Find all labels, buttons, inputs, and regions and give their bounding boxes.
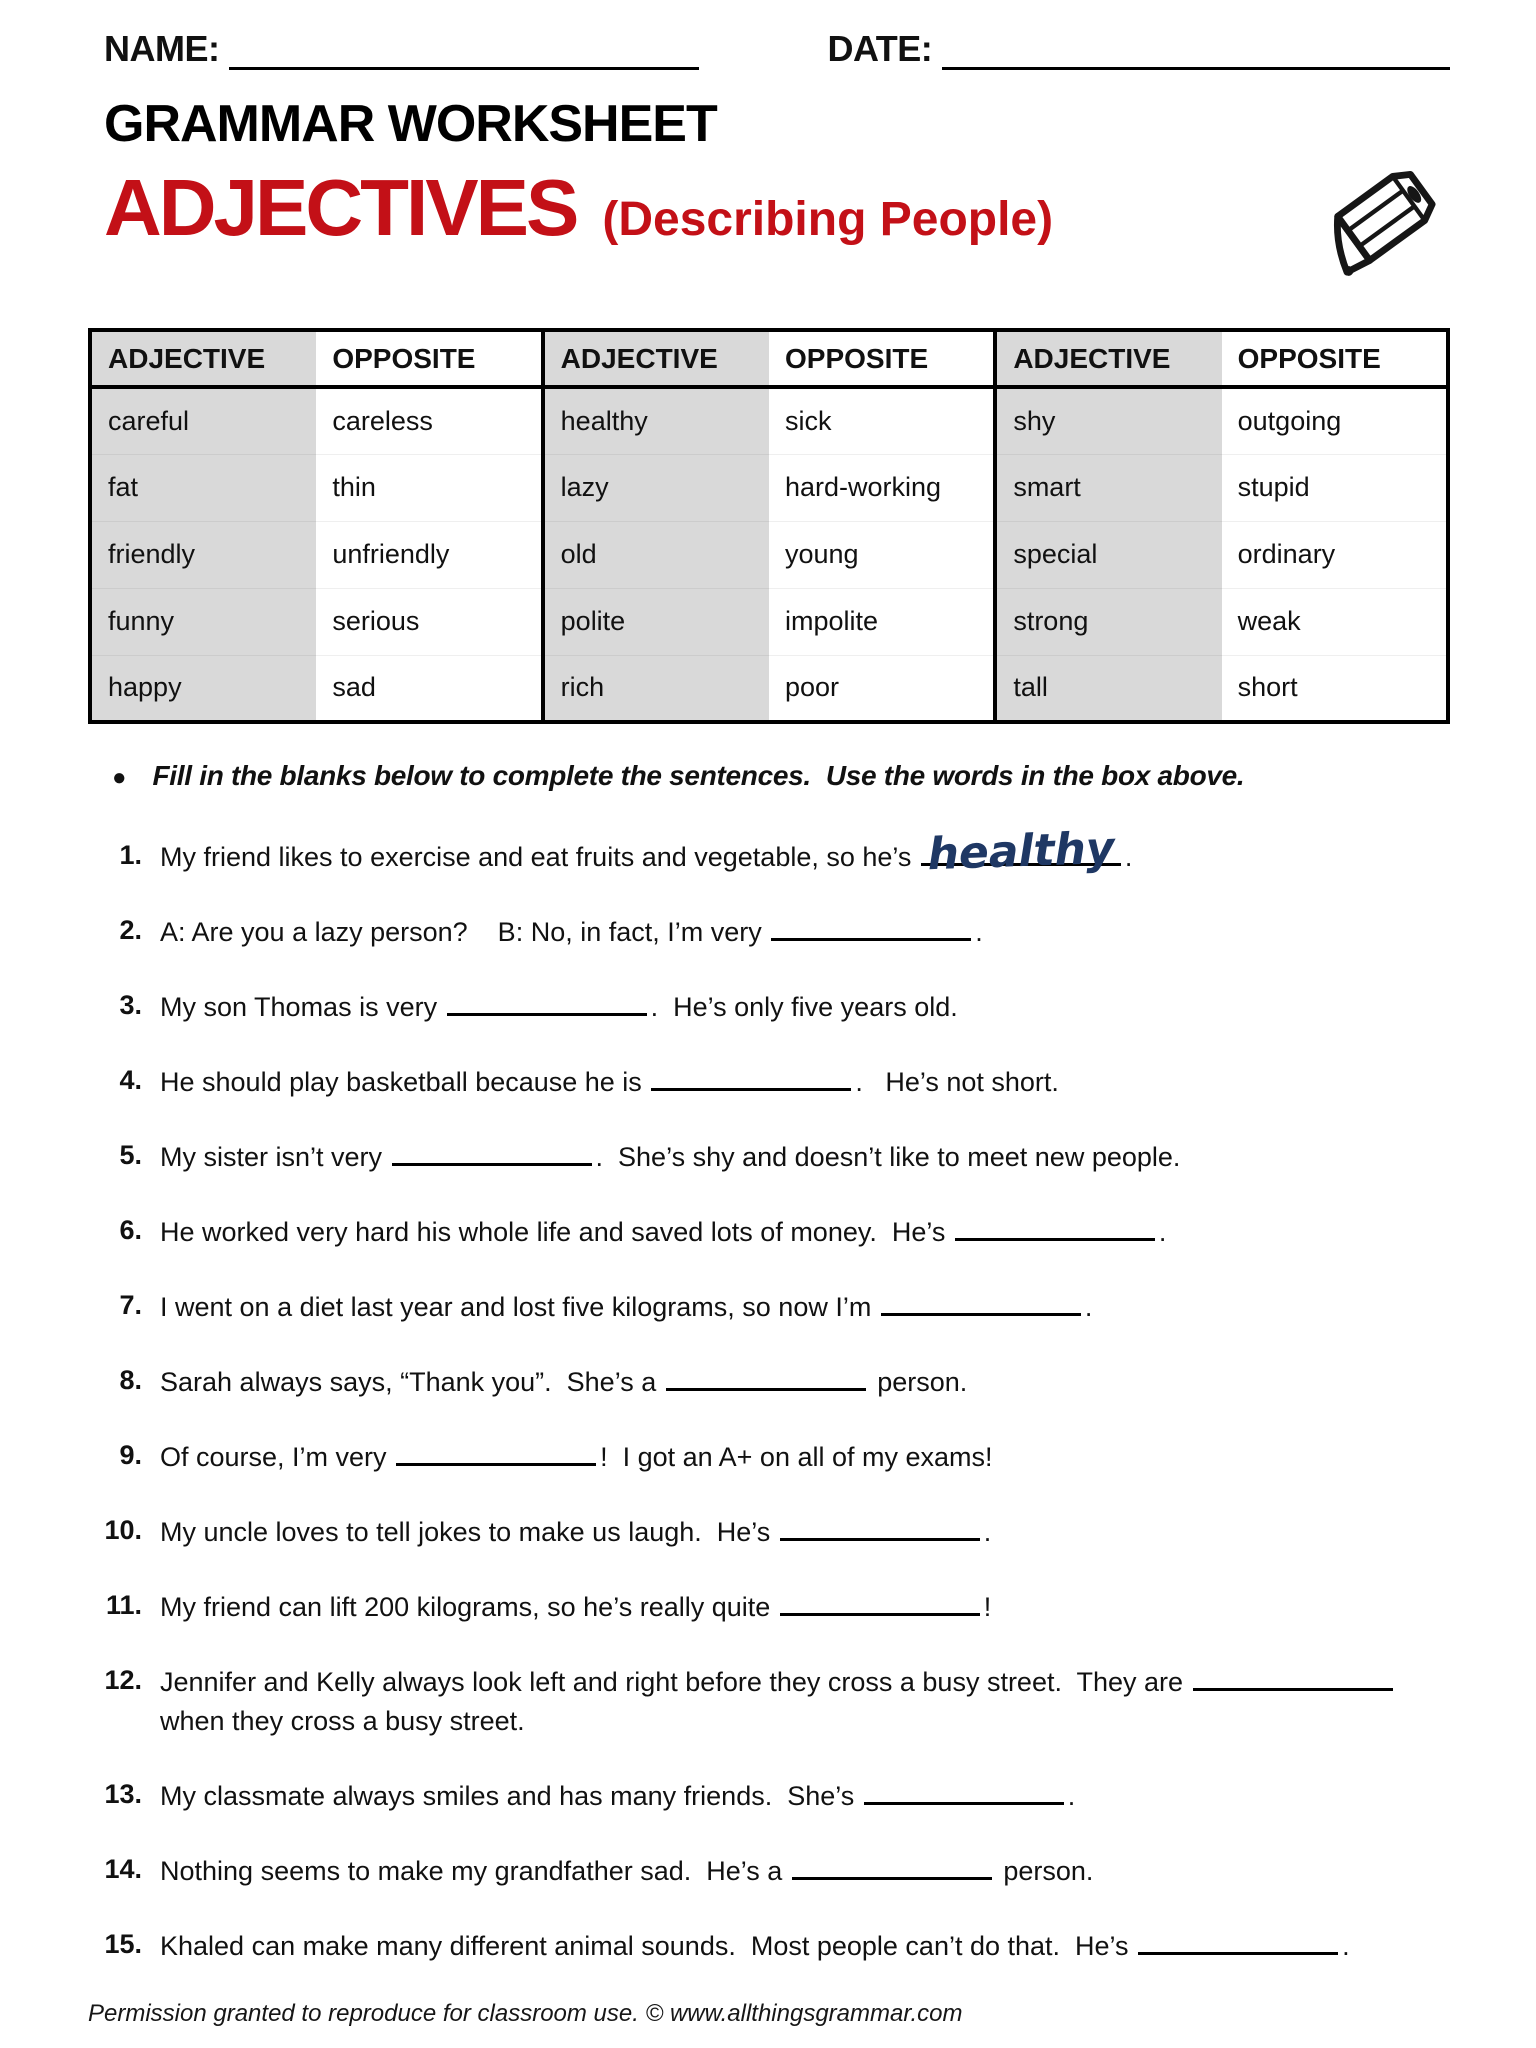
sentence-text: . — [1124, 842, 1133, 872]
question-text — [160, 1775, 1450, 1816]
page-subtitle: (Describing People) — [602, 193, 1054, 246]
answer-blank-line[interactable] — [447, 986, 647, 1016]
table-cell: poor — [784, 672, 840, 703]
sentence-text: person. — [869, 1367, 968, 1397]
question-number: 2. — [119, 915, 142, 945]
table-header-cell: OPPOSITE — [769, 330, 995, 387]
answer-blank-line[interactable] — [1138, 1925, 1338, 1955]
sentence-text: . — [983, 1517, 992, 1547]
question-item — [88, 1361, 1450, 1402]
table-cell: unfriendly — [316, 521, 542, 588]
answer-blank-line[interactable] — [651, 1061, 851, 1091]
question-number: 5. — [119, 1140, 142, 1170]
table-cell: friendly — [90, 521, 316, 588]
table-cell: careful — [90, 387, 316, 454]
table-cell: healthy — [543, 387, 769, 454]
sentence-text: My sister isn’t very — [160, 1142, 390, 1172]
answer-blank-line[interactable] — [396, 1436, 596, 1466]
table-cell: polite — [543, 588, 769, 655]
table-header-cell: ADJECTIVE — [543, 330, 769, 387]
sentence-text: I went on a diet last year and lost five kilograms, so now I’m — [160, 1292, 879, 1322]
table-cell: thin — [316, 454, 542, 521]
handwritten-answer: healthy — [926, 822, 1116, 881]
question-number: 6. — [119, 1215, 142, 1245]
question-number: 1. — [119, 840, 142, 870]
question-item — [88, 911, 1450, 952]
name-write-line[interactable] — [229, 36, 699, 70]
question-text — [160, 1511, 1450, 1552]
question-item — [88, 1511, 1450, 1552]
question-text — [160, 1661, 1450, 1741]
question-text — [160, 1286, 1450, 1327]
table-cell: smart — [995, 454, 1221, 521]
question-item — [88, 1436, 1450, 1477]
sentence-text: . She’s shy and doesn’t like to meet new people. — [595, 1142, 1181, 1172]
question-text — [160, 1850, 1450, 1891]
date-label: DATE: — [827, 28, 933, 69]
table-row — [90, 387, 1448, 454]
question-number: 14. — [104, 1854, 142, 1884]
answer-blank-line[interactable] — [666, 1361, 866, 1391]
sentence-text: person. — [995, 1856, 1094, 1886]
sentence-text: He worked very hard his whole life and saved lots of money. He’s — [160, 1217, 953, 1247]
table-cell: ordinary — [1222, 521, 1448, 588]
page-title: ADJECTIVES — [104, 163, 577, 252]
sentence-text: . — [1342, 1931, 1350, 1961]
pencil-icon — [1316, 146, 1452, 282]
table-row — [90, 655, 1448, 722]
table-cell: impolite — [769, 588, 995, 655]
table-cell: weak — [1222, 588, 1448, 655]
sentence-text: when they cross a busy street. — [160, 1667, 1405, 1736]
date-write-line[interactable] — [942, 36, 1450, 70]
answer-blank-line[interactable] — [881, 1286, 1081, 1316]
question-text — [160, 1925, 1450, 1966]
answer-blank-line[interactable] — [780, 1586, 980, 1616]
answer-blank-line[interactable] — [771, 911, 971, 941]
sentence-text: Sarah always says, “Thank you”. She’s a — [160, 1367, 664, 1397]
adjectives-table — [88, 328, 1450, 724]
bullet-icon: ● — [112, 764, 127, 791]
table-header-cell: OPPOSITE — [1222, 330, 1448, 387]
question-number: 10. — [104, 1515, 142, 1545]
question-number: 11. — [105, 1590, 142, 1620]
title-row — [104, 163, 1450, 252]
sentence-text: Nothing seems to make my grandfather sad. He’s a — [160, 1856, 790, 1886]
question-number: 13. — [104, 1779, 142, 1809]
table-cell: young — [769, 521, 995, 588]
sentence-text: My friend can lift 200 kilograms, so he’s really quite — [160, 1592, 778, 1622]
table-cell: rich — [543, 655, 769, 722]
question-item — [88, 986, 1450, 1027]
name-label: NAME: — [104, 28, 220, 69]
question-text — [160, 1061, 1450, 1102]
table-cell: stupid — [1222, 454, 1448, 521]
question-text — [160, 822, 1450, 881]
question-number: 15. — [104, 1929, 142, 1959]
sentence-text: Of course, I’m very — [160, 1442, 395, 1472]
table-row — [90, 521, 1448, 588]
question-text — [160, 1586, 1450, 1627]
question-number: 9. — [119, 1440, 142, 1470]
sentence-text: . — [975, 917, 983, 947]
table-header-cell: ADJECTIVE — [90, 330, 316, 387]
name-date-row — [104, 28, 1450, 70]
sentence-text: ! — [983, 1592, 992, 1622]
question-number: 7. — [119, 1290, 142, 1320]
table-cell: serious — [316, 588, 542, 655]
sentence-text: A: Are you a lazy person? B: No, in fact, I’m very — [160, 917, 770, 947]
table-cell: strong — [995, 588, 1221, 655]
instruction-text: Fill in the blanks below to complete the sentences. Use the words in the box above. — [152, 760, 1245, 791]
question-item — [88, 1211, 1450, 1252]
question-text — [160, 911, 1450, 952]
question-item — [88, 1286, 1450, 1327]
question-text — [160, 1361, 1450, 1402]
answer-blank-line[interactable] — [955, 1211, 1155, 1241]
sentence-text: . — [1084, 1292, 1093, 1322]
sentence-text: My uncle loves to tell jokes to make us laugh. He’s — [160, 1517, 778, 1547]
answer-blank-line[interactable] — [1193, 1661, 1393, 1691]
table-row — [90, 454, 1448, 521]
answer-blank-line[interactable] — [921, 822, 1121, 881]
instruction-row — [112, 760, 1450, 792]
sentence-text: . — [1067, 1781, 1076, 1811]
sentence-text: My friend likes to exercise and eat fruits and vegetable, so he’s — [160, 842, 919, 872]
table-cell: special — [995, 521, 1221, 588]
sentence-text: My son Thomas is very — [160, 992, 445, 1022]
table-cell: tall — [995, 655, 1221, 722]
table-header-row — [90, 330, 1448, 387]
table-cell: funny — [90, 588, 316, 655]
sentence-text: . — [1158, 1217, 1167, 1247]
table-cell: careless — [316, 387, 542, 454]
table-cell: short — [1237, 672, 1298, 703]
question-number: 3. — [119, 990, 142, 1020]
worksheet-title: GRAMMAR WORKSHEET — [104, 95, 717, 153]
table-cell: lazy — [543, 454, 769, 521]
table-cell: sad — [332, 672, 376, 703]
question-number: 12. — [104, 1665, 142, 1695]
table-cell: outgoing — [1222, 387, 1448, 454]
question-item — [88, 1136, 1450, 1177]
question-text — [160, 1136, 1450, 1177]
question-number: 8. — [119, 1365, 142, 1395]
answer-blank-line[interactable] — [792, 1850, 992, 1880]
sentence-text: ! I got an A+ on all of my exams! — [600, 1442, 993, 1472]
sentence-text: . He’s not short. — [855, 1067, 1059, 1097]
question-item — [88, 1661, 1450, 1741]
answer-blank-line[interactable] — [392, 1136, 592, 1166]
question-text — [160, 1211, 1450, 1252]
question-number: 4. — [119, 1065, 142, 1095]
question-item — [88, 1061, 1450, 1102]
table-cell: sick — [769, 387, 995, 454]
table-cell: old — [543, 521, 769, 588]
table-header-cell: ADJECTIVE — [995, 330, 1221, 387]
table-cell: shy — [995, 387, 1221, 454]
sentence-text: Khaled can make many different animal sounds. Most people can’t do that. He’s — [160, 1931, 1137, 1961]
question-text — [160, 1436, 1450, 1477]
table-cell: happy — [90, 655, 316, 722]
sentence-text: He should play basketball because he is — [160, 1067, 650, 1097]
question-text — [160, 986, 1450, 1027]
answer-blank-line[interactable] — [864, 1775, 1064, 1805]
question-item — [88, 822, 1450, 881]
footer-text: Permission granted to reproduce for classroom use. © www.allthingsgrammar.com — [88, 2000, 963, 2027]
question-list — [88, 822, 1450, 2000]
question-item — [88, 1586, 1450, 1627]
question-item — [88, 1850, 1450, 1891]
answer-blank-line[interactable] — [780, 1511, 980, 1541]
table-cell: fat — [90, 454, 316, 521]
question-item — [88, 1775, 1450, 1816]
table-cell: hard-working — [769, 454, 995, 521]
table-header-cell: OPPOSITE — [316, 330, 542, 387]
sentence-text: . He’s only five years old. — [650, 992, 958, 1022]
table-row — [90, 588, 1448, 655]
sentence-text: My classmate always smiles and has many friends. She’s — [160, 1781, 862, 1811]
sentence-text: Jennifer and Kelly always look left and right before they cross a busy street. They are — [160, 1667, 1191, 1697]
question-item — [88, 1925, 1450, 1966]
